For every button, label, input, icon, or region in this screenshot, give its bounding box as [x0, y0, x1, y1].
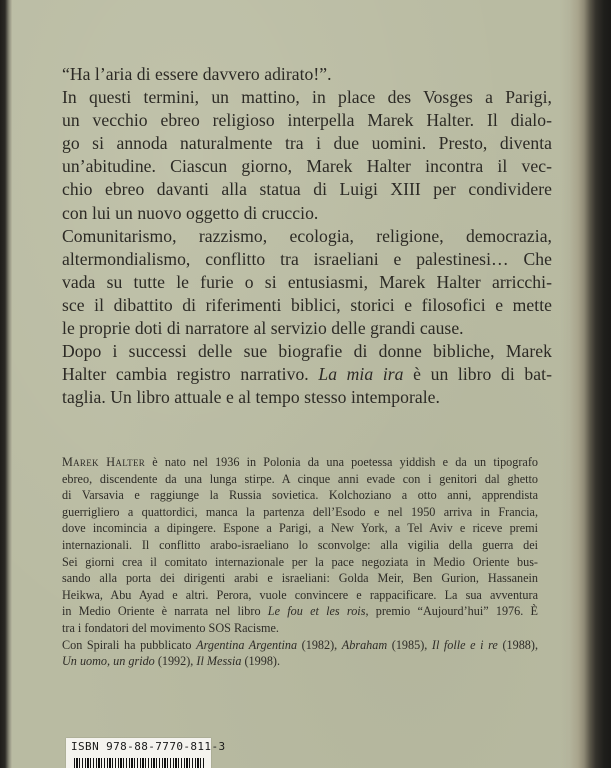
- text-fragment: premio “Aujourd’hui” 1976. È: [368, 604, 538, 619]
- isbn-label: ISBN 978-88-7770-811-3: [71, 740, 226, 753]
- text-fragment: in Medio Oriente è narrata nel libro: [62, 604, 268, 619]
- text-line: altermondialismo, conflitto tra israeliani e palestinesi… Che: [62, 248, 552, 269]
- book-title: Le fou et les rois,: [267, 604, 369, 619]
- book-spine-shadow: [560, 0, 611, 768]
- text-fragment: è un libro di bat-: [403, 364, 552, 385]
- text-line: [62, 603, 538, 620]
- book-title: Il Messia: [196, 654, 242, 669]
- year: (1985),: [387, 637, 432, 652]
- text-line: le proprie doti di narratore al servizio delle grandi cause.: [62, 318, 464, 339]
- author-bio: [62, 454, 538, 670]
- blurb-paragraph-2: [62, 225, 552, 340]
- text-line: chio ebreo davanti alla statua di Luigi XIII per condividere: [62, 179, 552, 200]
- bibliography-line: [62, 637, 538, 654]
- book-title: La mia ira: [318, 364, 404, 385]
- bibliography-line: [62, 653, 538, 670]
- blurb-paragraph-1: [62, 86, 552, 225]
- text-line: un vecchio ebreo religioso interpella Marek Halter. Il dialo-: [62, 110, 552, 131]
- author-name: Marek Halter: [62, 455, 146, 469]
- text-line: Dopo i successi delle sue biografie di donne bibliche, Marek: [62, 341, 552, 362]
- blurb: [62, 63, 552, 409]
- text-line: Sei giorni crea il comitato internazionale per la pace negoziata in Medio Oriente bus-: [62, 554, 538, 569]
- barcode-icon: [74, 758, 204, 768]
- text-line: guerrigliero a quattordici, manca la partenza dell’Esodo e nel 1950 arriva in Francia,: [62, 504, 538, 519]
- text-fragment: è nato nel 1936 in Polonia da una poetessa yiddish e da un tipografo: [145, 455, 538, 469]
- text-line: ebreo, discendente da una lunga stirpe. A cinque anni evade con i genitori dal ghetto: [62, 471, 538, 486]
- text-line: un’abitudine. Ciascun giorno, Marek Halter incontra il vec-: [62, 156, 552, 177]
- year: (1992),: [154, 654, 197, 669]
- blurb-paragraph-3: [62, 340, 552, 409]
- opening-quote: “Ha l’aria di essere davvero adirato!”.: [62, 64, 332, 84]
- text-line: dove incomincia a dipingere. Espone a Parigi, a New York, a Tel Aviv e riceve premi: [62, 521, 538, 536]
- text-line: con lui un nuovo oggetto di cruccio.: [62, 202, 319, 223]
- book-title: Argentina Argentina: [196, 637, 298, 652]
- year: (1988),: [497, 637, 538, 652]
- text-line: taglia. Un libro attuale e al tempo stesso intemporale.: [62, 387, 440, 408]
- year: (1998).: [241, 654, 281, 669]
- book-title: Un uomo, un grido: [62, 654, 155, 669]
- book-title: Abraham: [341, 637, 388, 652]
- text-line: tra i fondatori del movimento SOS Racisme.: [62, 620, 279, 635]
- text-line: [62, 454, 538, 471]
- text-fragment: Halter cambia registro narrativo.: [62, 364, 319, 385]
- text-line: go si annoda naturalmente tra i due uomini. Presto, diventa: [62, 133, 552, 154]
- year: (1982),: [297, 637, 342, 652]
- text-line: [62, 363, 552, 386]
- text-line: Heikwa, Abu Ayad e altri. Perora, vuole convincere e rappacificare. La sua avventura: [62, 587, 538, 602]
- text-line: vada su tutte le furie o si entusiasmi, Marek Halter arricchi-: [62, 271, 552, 292]
- text-line: sce il dibattito di riferimenti biblici, storici e filosofici e mette: [62, 294, 552, 315]
- text-fragment: Con Spirali ha pubblicato: [62, 637, 197, 652]
- text-line: di Varsavia e raggiunge la Russia sovietica. Kolchoziano a otto anni, apprendista: [62, 488, 538, 503]
- book-left-edge: [0, 0, 12, 768]
- text-line: Comunitarismo, razzismo, ecologia, religione, democrazia,: [62, 225, 552, 246]
- text-line: sando alla porta dei dirigenti arabi e israeliani: Golda Meir, Ben Gurion, Hassanein: [62, 571, 538, 586]
- text-line: In questi termini, un mattino, in place des Vosges a Parigi,: [62, 87, 552, 108]
- isbn-sticker: [66, 738, 226, 768]
- book-title: Il folle e i re: [431, 637, 498, 652]
- text-line: internazionali. Il conflitto arabo-israeliano lo sconvolge: alla vigilia della guerra dei: [62, 537, 538, 552]
